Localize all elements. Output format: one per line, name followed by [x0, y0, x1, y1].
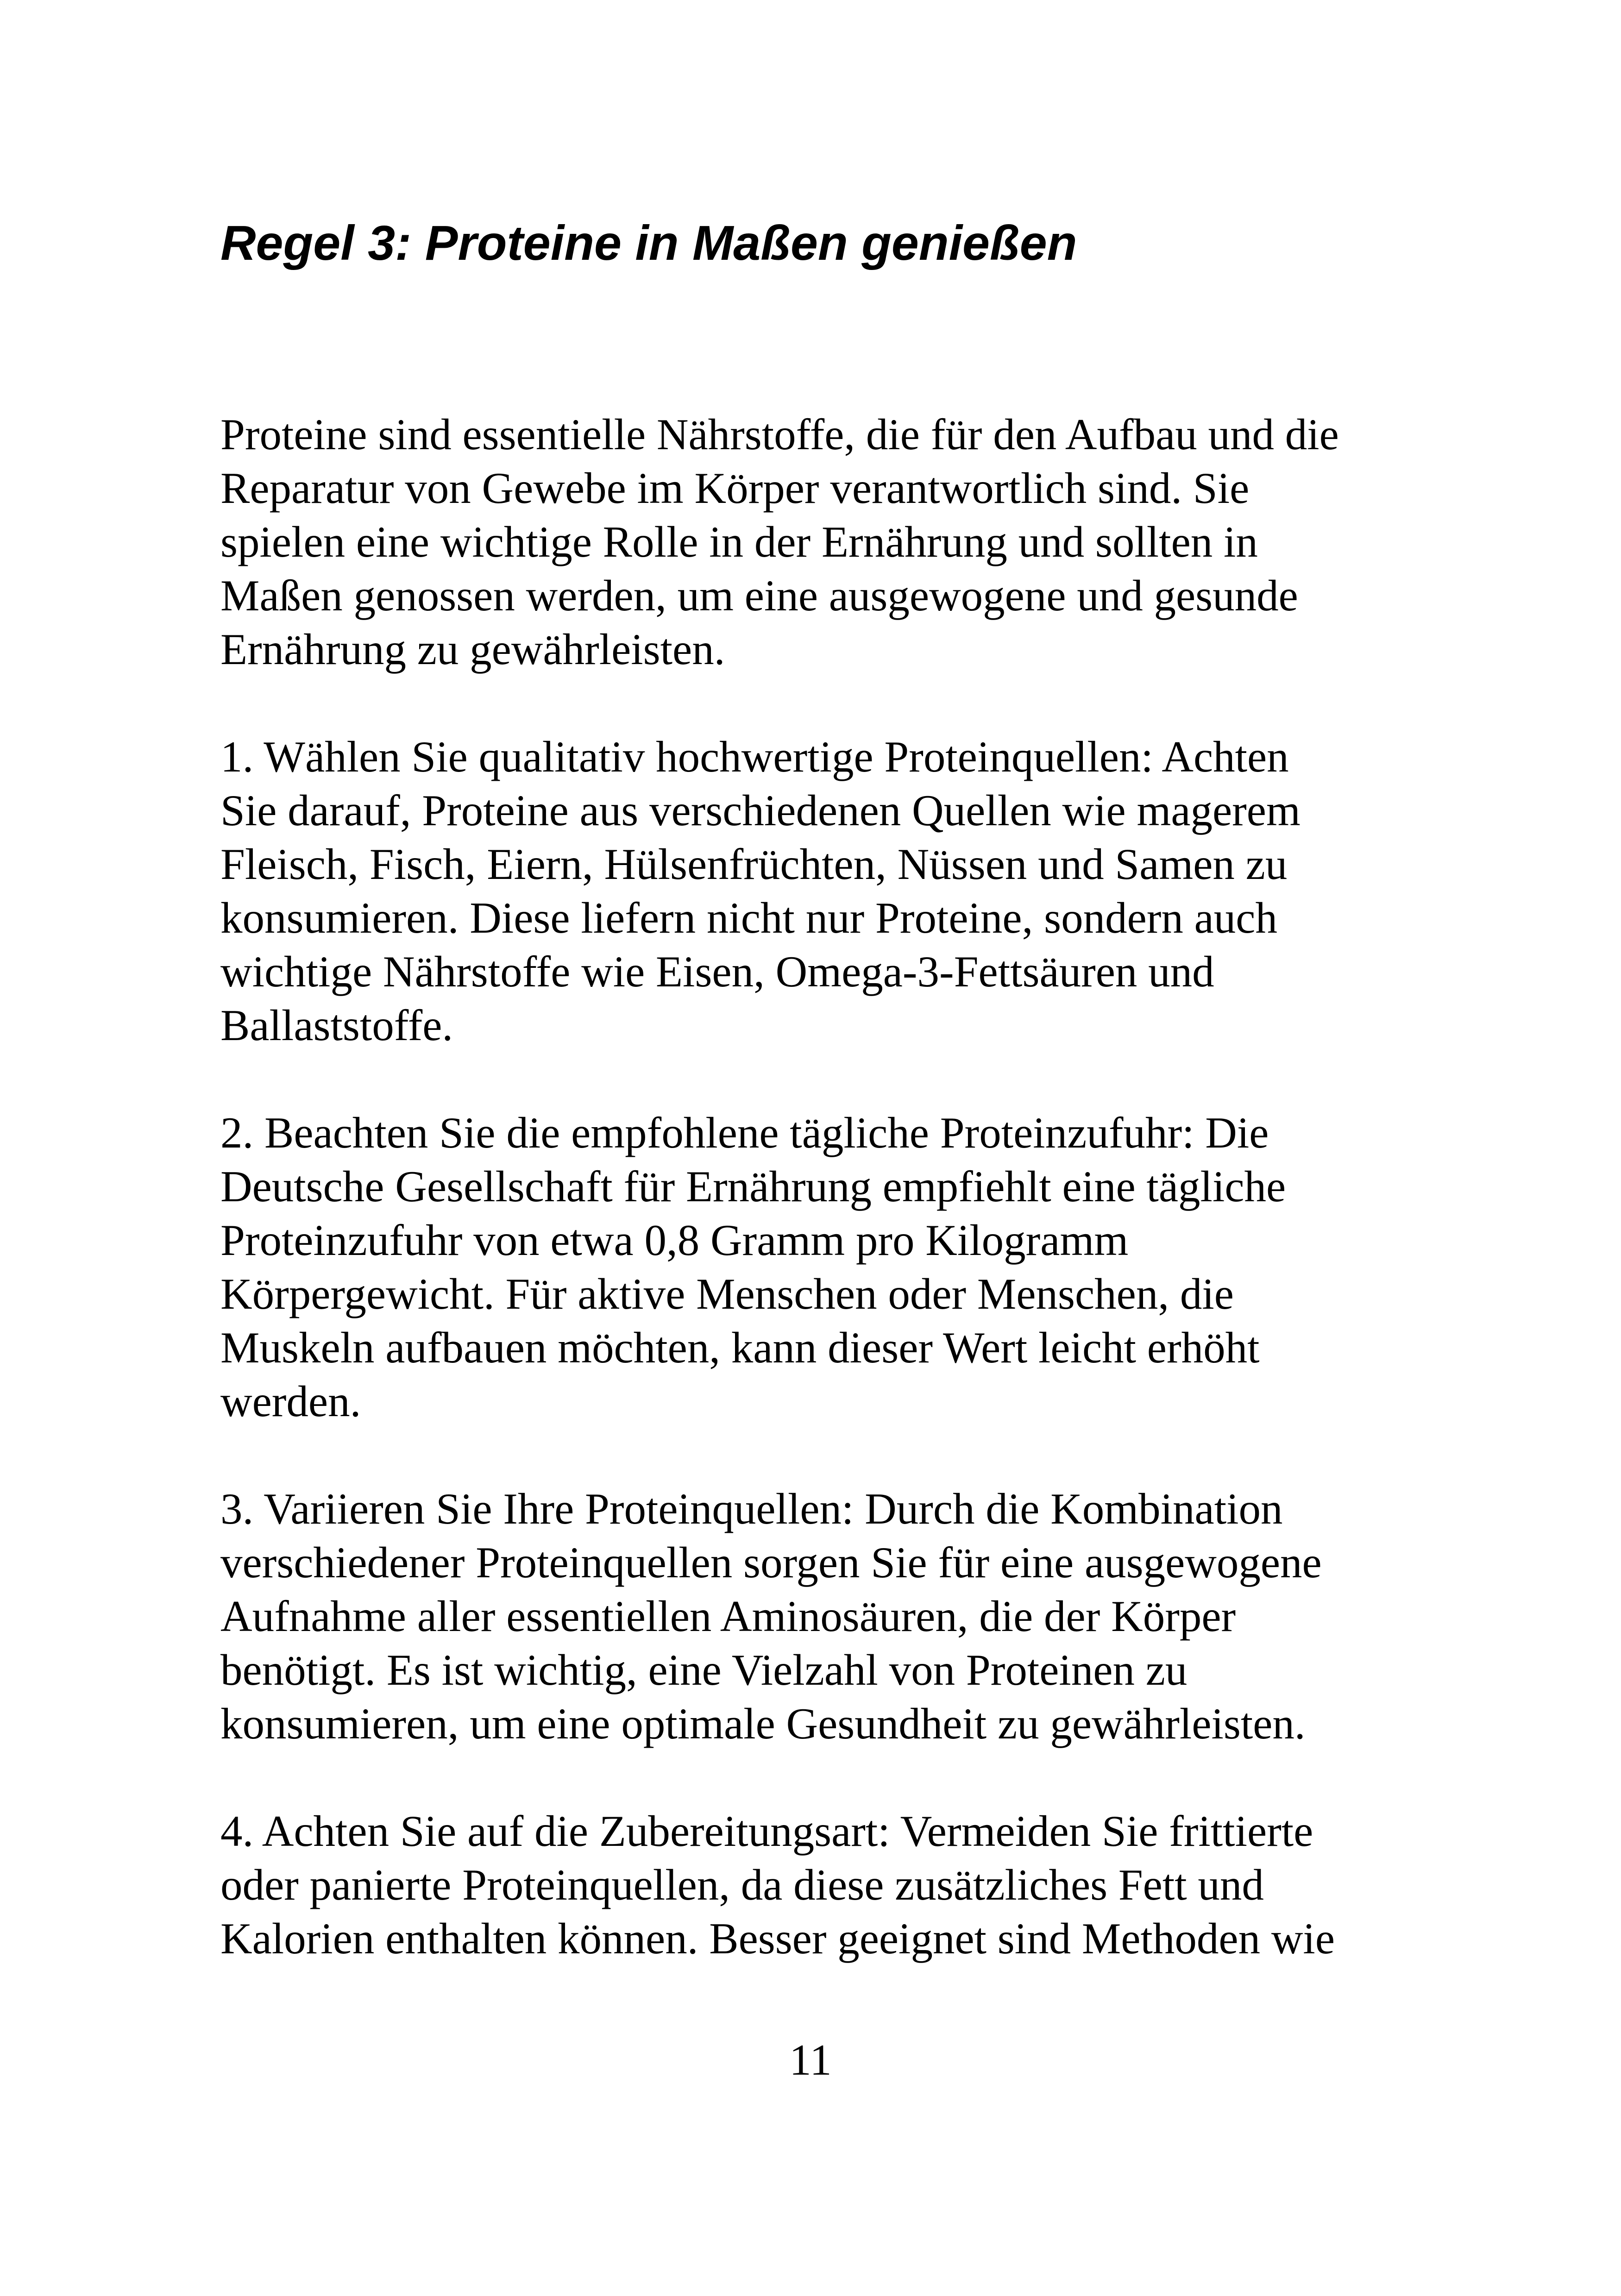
text-line: Fleisch, Fisch, Eiern, Hülsenfrüchten, Nüssen und Samen zu	[220, 840, 1288, 889]
text-line: Sie darauf, Proteine aus verschiedenen Quellen wie magerem	[220, 786, 1301, 835]
text-line: 2. Beachten Sie die empfohlene tägliche Proteinzufuhr: Die	[220, 1108, 1269, 1157]
text-line: oder panierte Proteinquellen, da diese zusätzliches Fett und	[220, 1860, 1264, 1909]
body-text	[220, 408, 1452, 1965]
text-line: Proteinzufuhr von etwa 0,8 Gramm pro Kilogramm	[220, 1216, 1129, 1265]
text-line: Proteine sind essentielle Nährstoffe, die für den Aufbau und die	[220, 410, 1339, 459]
text-line: Ballaststoffe.	[220, 1001, 453, 1050]
text-line: wichtige Nährstoffe wie Eisen, Omega-3-Fettsäuren und	[220, 947, 1214, 996]
paragraph-point-4	[220, 1804, 1452, 1965]
text-line: werden.	[220, 1377, 361, 1426]
paragraph-point-2	[220, 1106, 1452, 1428]
text-line: Ernährung zu gewährleisten.	[220, 625, 725, 674]
text-line: verschiedener Proteinquellen sorgen Sie für eine ausgewogene	[220, 1538, 1322, 1587]
section-heading: Regel 3: Proteine in Maßen genießen	[220, 216, 1077, 270]
text-line: Deutsche Gesellschaft für Ernährung empfiehlt eine tägliche	[220, 1162, 1286, 1211]
text-line: konsumieren. Diese liefern nicht nur Proteine, sondern auch	[220, 893, 1277, 942]
text-line: konsumieren, um eine optimale Gesundheit zu gewährleisten.	[220, 1699, 1306, 1748]
text-line: Muskeln aufbauen möchten, kann dieser Wert leicht erhöht	[220, 1323, 1260, 1372]
text-line: Maßen genossen werden, um eine ausgewogene und gesunde	[220, 571, 1298, 620]
text-line: benötigt. Es ist wichtig, eine Vielzahl von Proteinen zu	[220, 1645, 1187, 1694]
text-line: 3. Variieren Sie Ihre Proteinquellen: Durch die Kombination	[220, 1484, 1283, 1533]
text-line: 4. Achten Sie auf die Zubereitungsart: Vermeiden Sie frittierte	[220, 1807, 1313, 1856]
page-number: 11	[789, 2035, 832, 2084]
text-line: 1. Wählen Sie qualitativ hochwertige Proteinquellen: Achten	[220, 732, 1289, 781]
text-line: spielen eine wichtige Rolle in der Ernährung und sollten in	[220, 517, 1258, 566]
paragraph-point-3	[220, 1482, 1452, 1750]
text-line: Körpergewicht. Für aktive Menschen oder Menschen, die	[220, 1269, 1234, 1318]
text-line: Kalorien enthalten können. Besser geeignet sind Methoden wie	[220, 1914, 1335, 1963]
paragraph-point-1	[220, 730, 1452, 1052]
text-line: Reparatur von Gewebe im Körper verantwortlich sind. Sie	[220, 464, 1250, 513]
paragraph-intro	[220, 408, 1452, 676]
text-line: Aufnahme aller essentiellen Aminosäuren, die der Körper	[220, 1592, 1236, 1641]
